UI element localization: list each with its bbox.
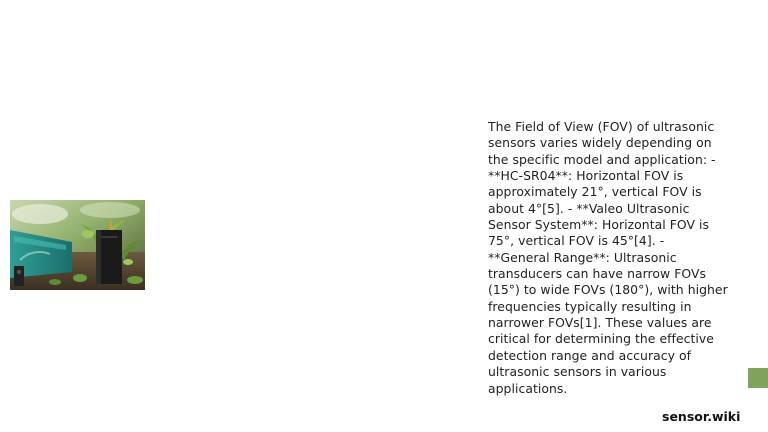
site-brand: sensor.wiki bbox=[662, 409, 741, 424]
fov-description-paragraph: The Field of View (FOV) of ultrasonic sensors varies widely depending on the specific model and application: - **HC-SR04**: Horizontal FOV is approximately 21°, vertical FOV is about 4°[5]. - **Valeo Ultrasonic Sensor System**: Horizontal FOV is 75°, vertical FOV is 45°[4]. - **General Range**: Ultrasonic transducers can have narrow FOVs (15°) to wide FOVs (180°), with higher frequencies typically resulting in narrower FOVs[1]. These values are critical for determining the effective detection range and accuracy of ultrasonic sensors in various applications. bbox=[488, 119, 728, 396]
sensor-photo bbox=[10, 200, 145, 290]
accent-square bbox=[748, 368, 768, 388]
